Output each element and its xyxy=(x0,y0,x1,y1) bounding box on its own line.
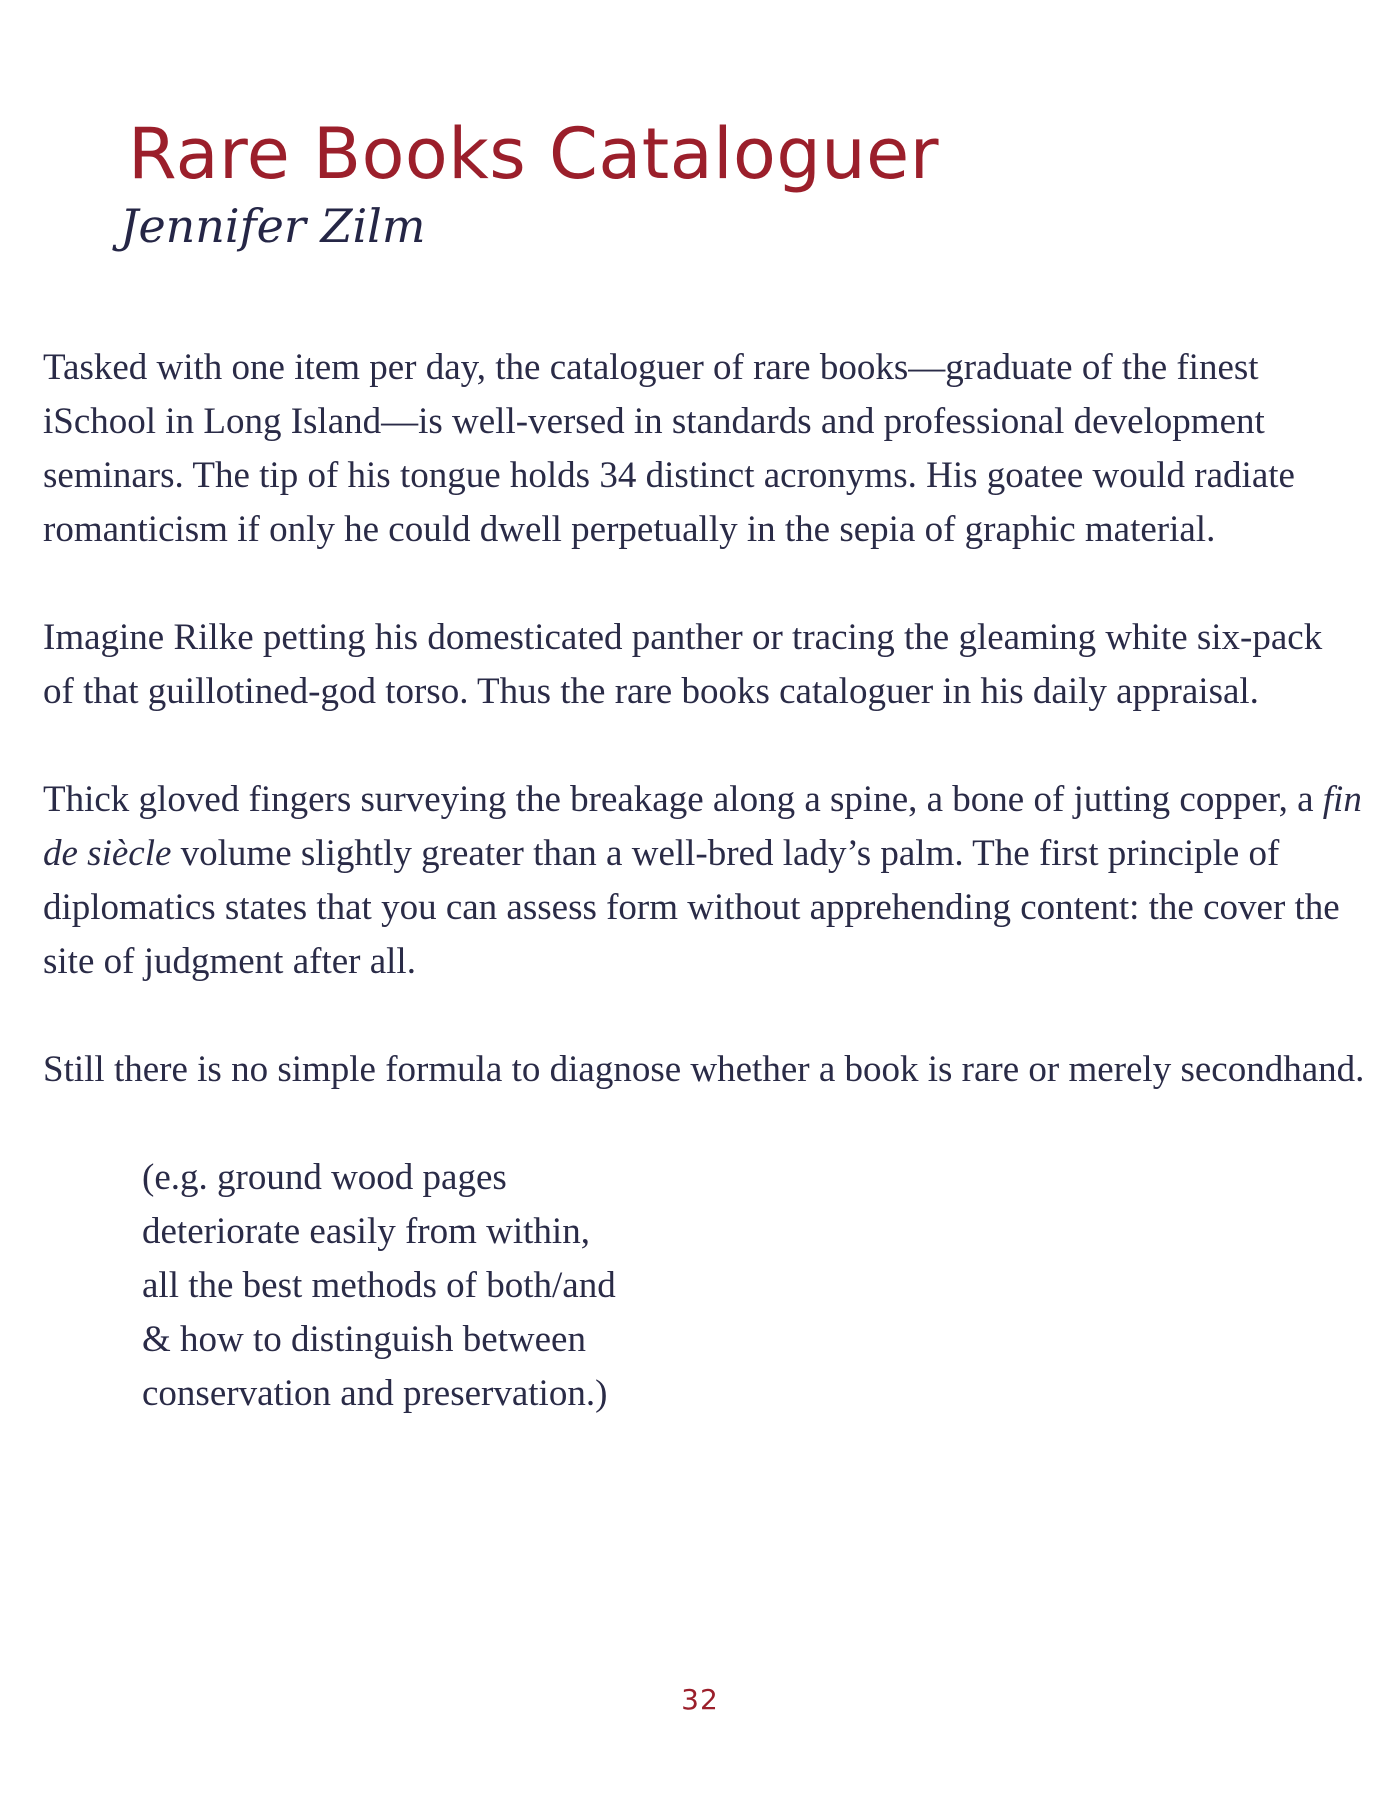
verse-line: conservation and preservation.) xyxy=(142,1373,608,1414)
paragraph-3 xyxy=(43,773,1383,989)
page-number: 32 xyxy=(681,1683,719,1716)
poem-title: Rare Books Cataloguer xyxy=(128,113,940,195)
verse-line: (e.g. ground wood pages xyxy=(142,1157,507,1198)
indented-verse xyxy=(142,1151,616,1421)
paragraph-line: Still there is no simple formula to diagnose whether a book is rare or merely secondhand. xyxy=(43,1049,1365,1090)
italic-phrase: fin xyxy=(1322,779,1362,820)
paragraph-2 xyxy=(43,611,1383,719)
verse-line: & how to distinguish between xyxy=(142,1319,586,1360)
paragraph-line: seminars. The tip of his tongue holds 34 distinct acronyms. His goatee would radiate xyxy=(43,455,1295,496)
paragraph-line: Imagine Rilke petting his domesticated panther or tracing the gleaming white six-pack xyxy=(43,617,1323,658)
paragraph-text: volume slightly greater than a well-bred lady’s palm. The first principle of xyxy=(171,833,1280,874)
paragraph-4 xyxy=(43,1043,1383,1097)
paragraph-line xyxy=(43,773,1383,827)
paragraph-line: iSchool in Long Island—is well-versed in standards and professional development xyxy=(43,401,1265,442)
paragraph-text: Thick gloved fingers surveying the breakage along a spine, a bone of jutting copper, a xyxy=(43,779,1323,820)
italic-phrase: de siècle xyxy=(43,833,172,874)
verse-line: all the best methods of both/and xyxy=(142,1265,616,1306)
paragraph-line: site of judgment after all. xyxy=(43,941,416,982)
author-name: Jennifer Zilm xyxy=(120,199,426,253)
paragraph-line: diplomatics states that you can assess form without apprehending content: the cover the xyxy=(43,887,1340,928)
paragraph-1 xyxy=(43,341,1383,557)
paragraph-line: romanticism if only he could dwell perpetually in the sepia of graphic material. xyxy=(43,509,1216,550)
verse-line: deteriorate easily from within, xyxy=(142,1211,590,1252)
paragraph-line xyxy=(43,827,1383,881)
paragraph-line: Tasked with one item per day, the cataloguer of rare books—graduate of the finest xyxy=(43,347,1259,388)
paragraph-line: of that guillotined-god torso. Thus the rare books cataloguer in his daily appraisal. xyxy=(43,671,1259,712)
